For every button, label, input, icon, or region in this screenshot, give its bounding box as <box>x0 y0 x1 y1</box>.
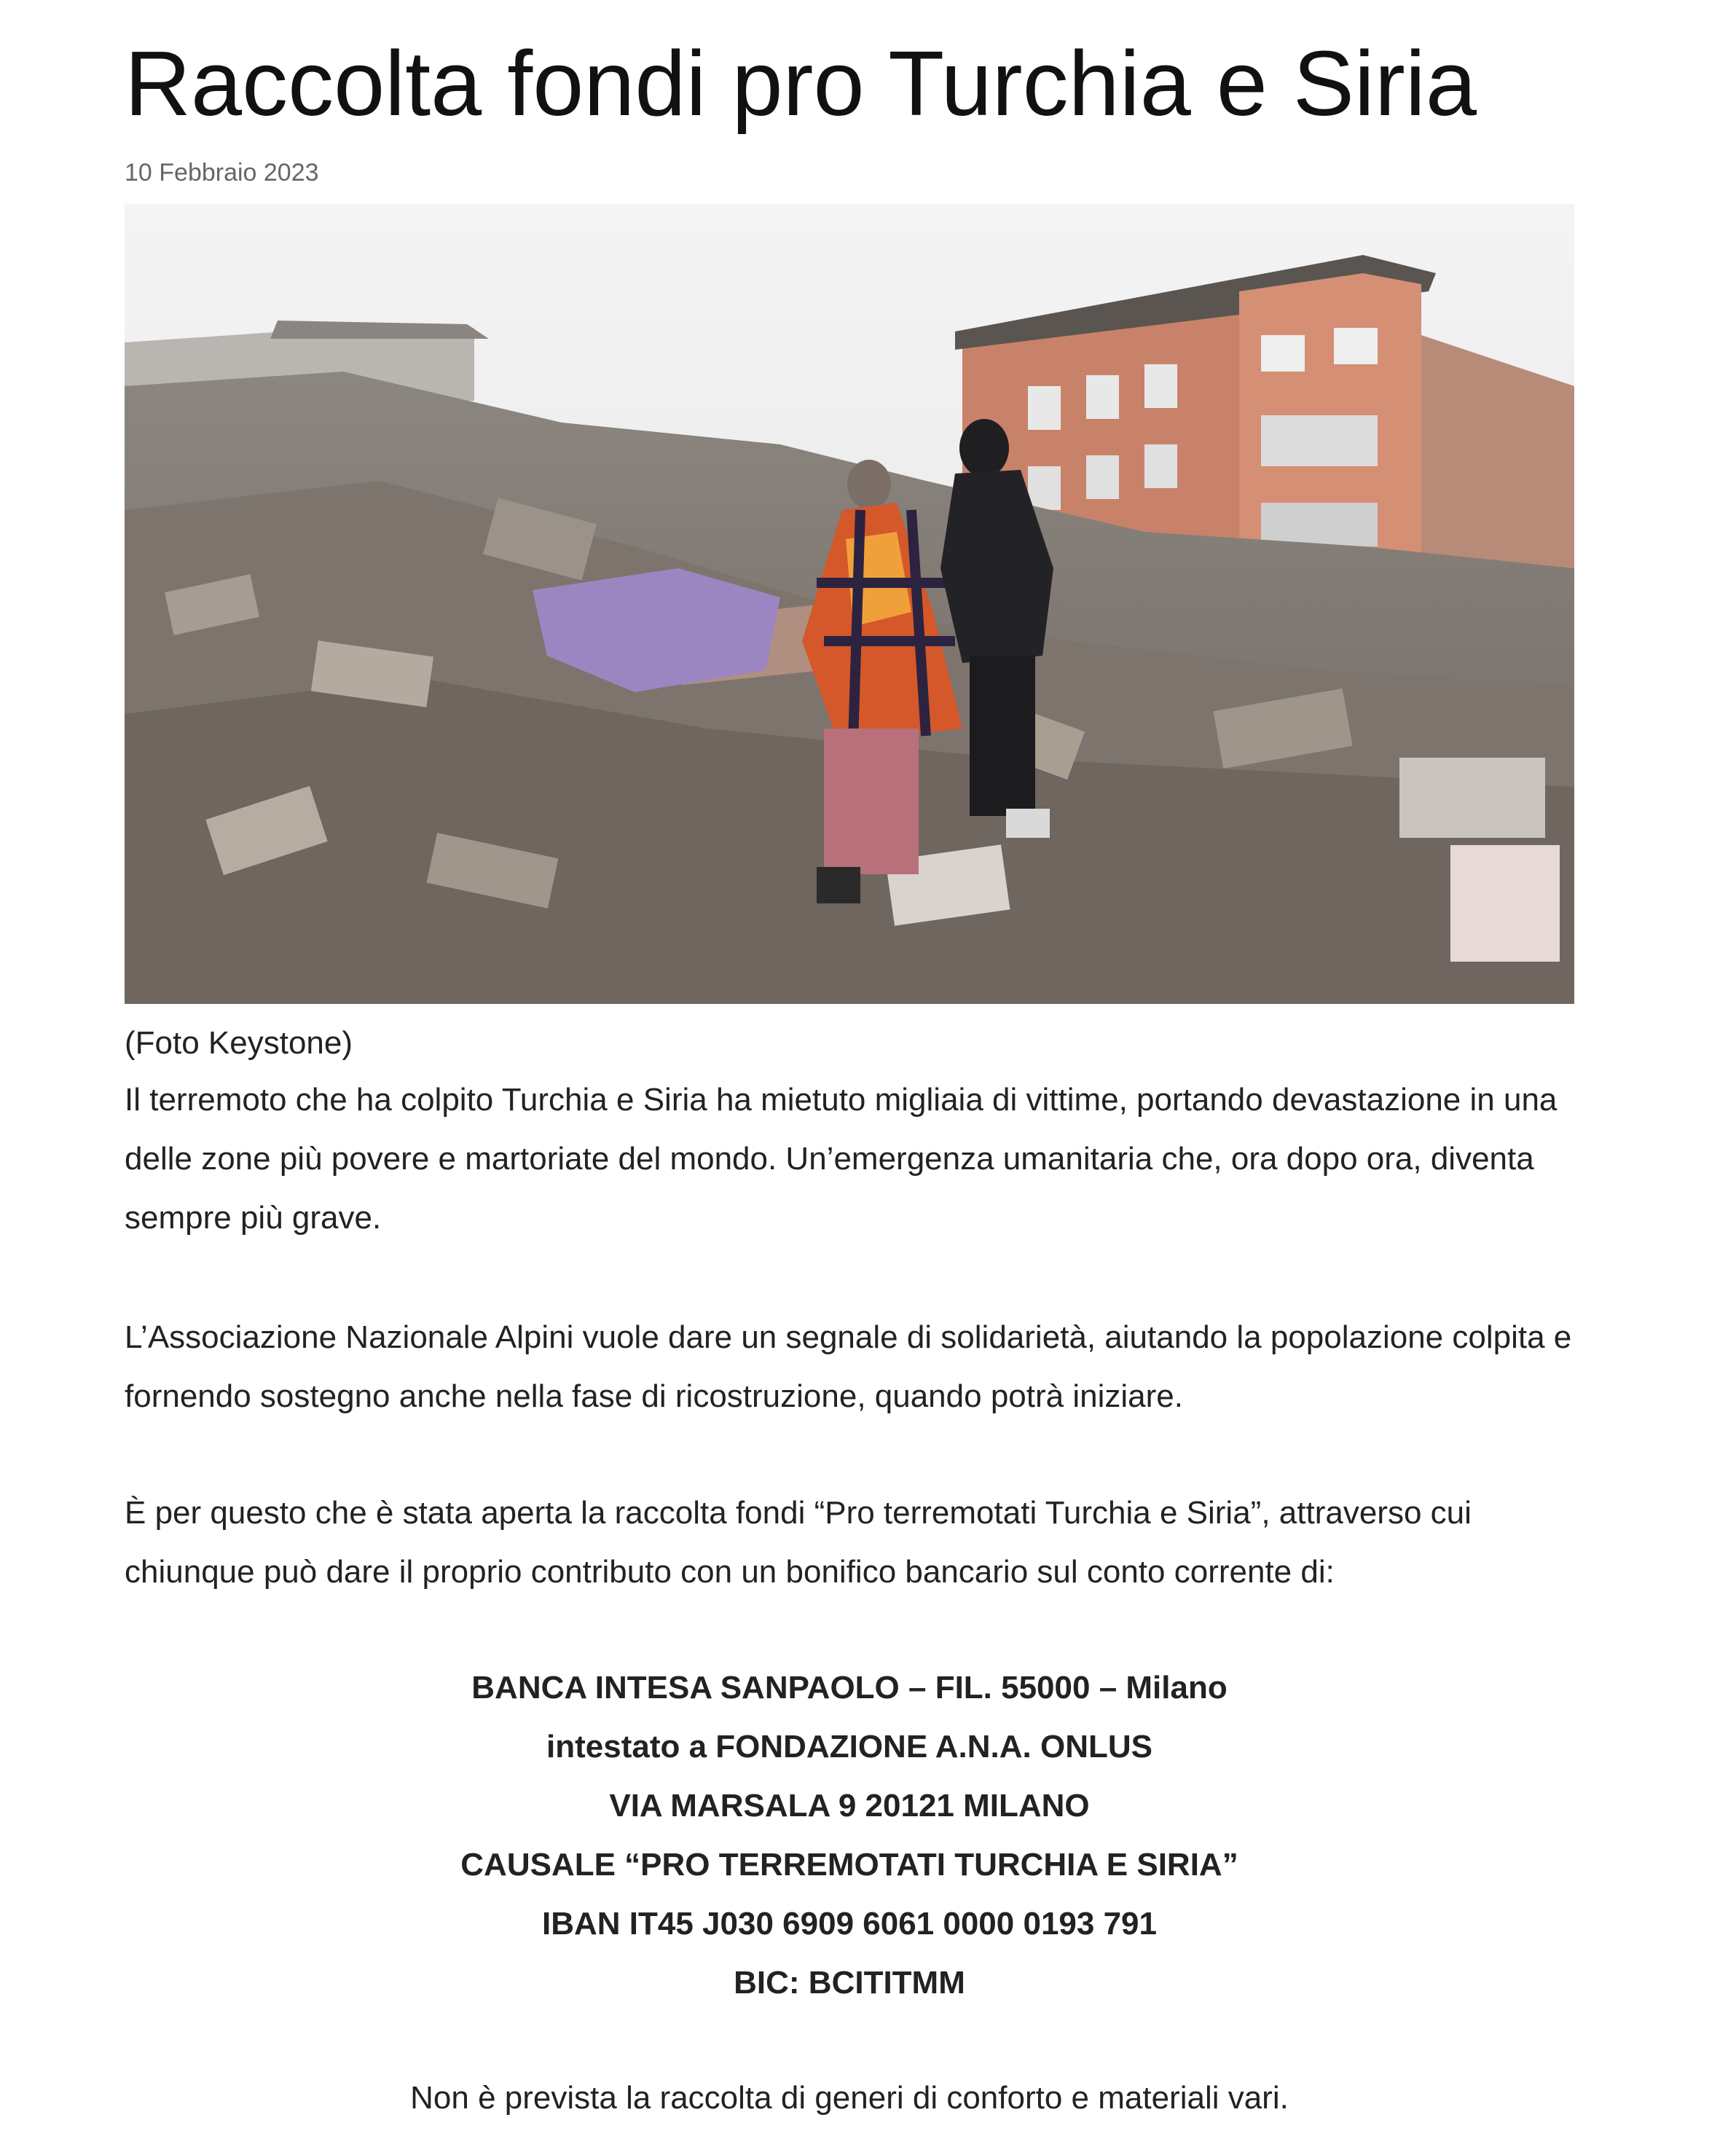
account-holder-line: intestato a FONDAZIONE A.N.A. ONLUS <box>546 1729 1152 1765</box>
publish-date: 10 Febbraio 2023 <box>125 159 319 187</box>
earthquake-photo <box>125 204 1574 1004</box>
paragraph-earthquake: Il terremoto che ha colpito Turchia e Siria ha mietuto migliaia di vittime, portando devastazione in una delle zone più povere e martoriate del mondo. Un’emergenza umanitaria che, ora dopo ora, diventa sempre più grave. <box>125 1082 1558 1236</box>
payment-reference-line: CAUSALE “PRO TERREMOTATI TURCHIA E SIRIA” <box>460 1847 1238 1883</box>
address-line: VIA MARSALA 9 20121 MILANO <box>609 1788 1090 1824</box>
closing-note: Non è prevista la raccolta di generi di conforto e materiali vari. <box>410 2080 1289 2116</box>
photo-credit: (Foto Keystone) <box>125 1025 353 1061</box>
bank-name-line: BANCA INTESA SANPAOLO – FIL. 55000 – Milano <box>471 1670 1228 1706</box>
article-title: Raccolta fondi pro Turchia e Siria <box>125 32 1477 135</box>
paragraph-fundraising: È per questo che è stata aperta la raccolta fondi “Pro terremotati Turchia e Siria”, attraverso cui chiunque può dare il proprio contributo con un bonifico bancario sul conto corrente di: <box>125 1495 1472 1590</box>
bic-line: BIC: BCITITMM <box>734 1965 965 2001</box>
bank-details <box>125 1658 1574 2012</box>
paragraph-association: L’Associazione Nazionale Alpini vuole dare un segnale di solidarietà, aiutando la popolazione colpita e fornendo sostegno anche nella fase di ricostruzione, quando potrà iniziare. <box>125 1319 1572 1414</box>
iban-line: IBAN IT45 J030 6909 6061 0000 0193 791 <box>542 1906 1157 1942</box>
